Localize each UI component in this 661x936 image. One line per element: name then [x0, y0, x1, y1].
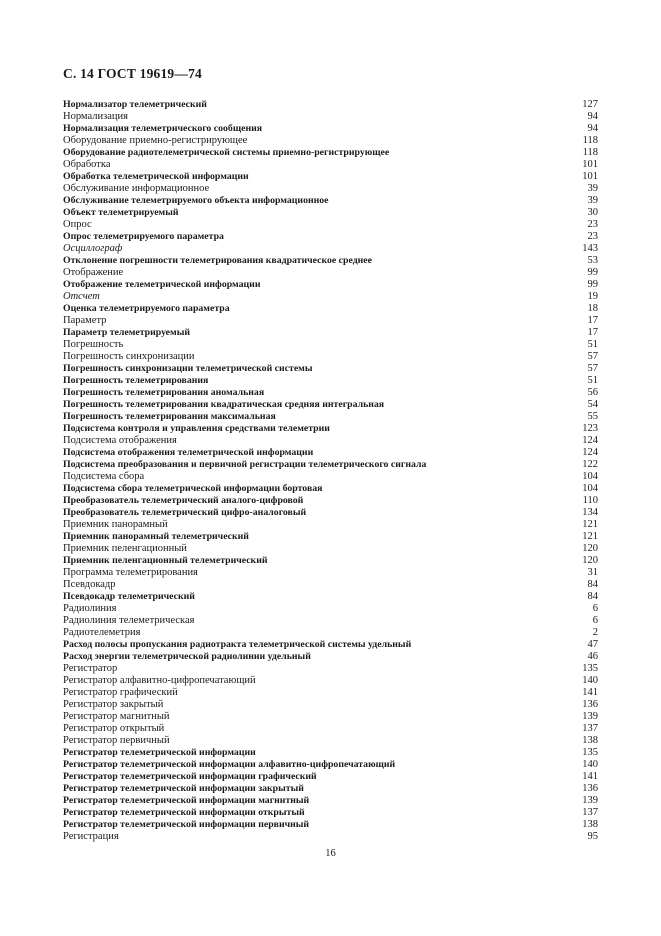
- index-page-ref: 30: [587, 207, 598, 218]
- index-entry: [63, 315, 598, 327]
- index-term: Подсистема преобразования и первичной регистрации телеметрического сигнала: [63, 459, 427, 470]
- index-term: Нормализация: [63, 111, 128, 122]
- index-page-ref: 56: [587, 387, 598, 398]
- index-entry: [63, 411, 598, 423]
- index-entry: [63, 579, 598, 591]
- index-term: Преобразователь телеметрический аналого-цифровой: [63, 495, 304, 506]
- alphabetical-index: [63, 99, 598, 843]
- index-entry: [63, 471, 598, 483]
- index-term: Регистратор открытый: [63, 723, 165, 734]
- index-term: Регистратор алфавитно-цифропечатающий: [63, 675, 256, 686]
- index-page-ref: 120: [582, 555, 598, 566]
- page-header: С. 14 ГОСТ 19619—74: [63, 66, 202, 81]
- index-entry: [63, 807, 598, 819]
- index-term: Регистратор телеметрической информации алфавитно-цифропечатающий: [63, 759, 396, 770]
- index-term: Регистратор: [63, 663, 118, 674]
- index-term: Радиолиния: [63, 603, 117, 614]
- index-entry: [63, 363, 598, 375]
- index-entry: [63, 591, 598, 603]
- index-page-ref: 121: [582, 519, 598, 530]
- index-term: Приемник пеленгационный: [63, 543, 187, 554]
- index-term: Объект телеметрируемый: [63, 207, 179, 218]
- index-term: Подсистема сбора телеметрической информации бортовая: [63, 483, 323, 494]
- index-entry: [63, 267, 598, 279]
- index-page-ref: 17: [587, 327, 598, 338]
- index-entry: [63, 483, 598, 495]
- index-entry: [63, 519, 598, 531]
- index-page-ref: 18: [587, 303, 598, 314]
- index-page-ref: 137: [582, 807, 598, 818]
- index-term: Преобразователь телеметрический цифро-аналоговый: [63, 507, 307, 518]
- index-entry: [63, 255, 598, 267]
- index-term: Погрешность телеметрирования аномальная: [63, 387, 265, 398]
- index-entry: [63, 699, 598, 711]
- index-term: Опрос: [63, 219, 92, 230]
- index-page-ref: 140: [582, 759, 598, 770]
- index-entry: [63, 231, 598, 243]
- index-page-ref: 95: [587, 831, 598, 842]
- index-page-ref: 23: [587, 231, 598, 242]
- index-entry: [63, 99, 598, 111]
- index-page-ref: 124: [582, 447, 598, 458]
- index-page-ref: 39: [587, 195, 598, 206]
- index-entry: [63, 819, 598, 831]
- index-page-ref: 19: [587, 291, 598, 302]
- index-entry: [63, 447, 598, 459]
- index-entry: [63, 375, 598, 387]
- index-entry: [63, 831, 598, 843]
- index-term: Расход энергии телеметрической радиолинии удельный: [63, 651, 311, 662]
- index-term: Радиотелеметрия: [63, 627, 141, 638]
- index-entry: [63, 183, 598, 195]
- index-entry: [63, 747, 598, 759]
- index-page-ref: 47: [587, 639, 598, 650]
- index-entry: [63, 723, 598, 735]
- index-page-ref: 139: [582, 711, 598, 722]
- index-term: Отображение: [63, 267, 124, 278]
- index-term: Подсистема контроля и управления средствами телеметрии: [63, 423, 330, 434]
- index-entry: [63, 459, 598, 471]
- index-entry: [63, 531, 598, 543]
- index-term: Регистратор магнитный: [63, 711, 170, 722]
- index-term: Регистратор телеметрической информации: [63, 747, 256, 758]
- index-entry: [63, 663, 598, 675]
- index-entry: [63, 735, 598, 747]
- index-entry: [63, 159, 598, 171]
- index-term: Параметр телеметрируемый: [63, 327, 191, 338]
- index-entry: [63, 339, 598, 351]
- page-number: 16: [325, 848, 336, 859]
- index-page-ref: 120: [582, 543, 598, 554]
- index-page-ref: 124: [582, 435, 598, 446]
- index-entry: [63, 423, 598, 435]
- index-term: Радиолиния телеметрическая: [63, 615, 195, 626]
- index-term: Регистратор графический: [63, 687, 178, 698]
- index-page-ref: 134: [582, 507, 598, 518]
- index-entry: [63, 291, 598, 303]
- index-page-ref: 23: [587, 219, 598, 230]
- index-term: Подсистема отображения телеметрической информации: [63, 447, 314, 458]
- index-term: Подсистема сбора: [63, 471, 145, 482]
- index-term: Оборудование радиотелеметрической системы приемно-регистрирующее: [63, 147, 390, 158]
- index-page-ref: 6: [592, 603, 598, 614]
- index-entry: [63, 351, 598, 363]
- index-term: Оценка телеметрируемого параметра: [63, 303, 230, 314]
- index-page-ref: 17: [587, 315, 598, 326]
- index-page-ref: 55: [587, 411, 598, 422]
- index-term: Приемник панорамный: [63, 519, 168, 530]
- index-entry: [63, 639, 598, 651]
- index-entry: [63, 243, 598, 255]
- index-term: Погрешность телеметрирования максимальная: [63, 411, 276, 422]
- index-page-ref: 136: [582, 699, 598, 710]
- index-term: Обработка телеметрической информации: [63, 171, 249, 182]
- index-page-ref: 135: [582, 663, 598, 674]
- index-page-ref: 138: [582, 819, 598, 830]
- index-term: Опрос телеметрируемого параметра: [63, 231, 224, 242]
- index-entry: [63, 207, 598, 219]
- index-term: Регистратор закрытый: [63, 699, 164, 710]
- index-term: Погрешность синхронизации: [63, 351, 195, 362]
- index-term: Оборудование приемно-регистрирующее: [63, 135, 248, 146]
- index-page-ref: 6: [592, 615, 598, 626]
- index-page-ref: 51: [587, 339, 598, 350]
- index-term: Погрешность: [63, 339, 124, 350]
- index-entry: [63, 171, 598, 183]
- index-page-ref: 127: [582, 99, 598, 110]
- index-page-ref: 141: [582, 771, 598, 782]
- index-term: Псевдокадр телеметрический: [63, 591, 195, 602]
- index-entry: [63, 111, 598, 123]
- index-term: Погрешность синхронизации телеметрической системы: [63, 363, 313, 374]
- index-entry: [63, 795, 598, 807]
- index-term: Расход полосы пропускания радиотракта телеметрической системы удельный: [63, 639, 412, 650]
- index-entry: [63, 711, 598, 723]
- index-page-ref: 101: [582, 171, 598, 182]
- index-term: Регистратор телеметрической информации открытый: [63, 807, 305, 818]
- index-entry: [63, 435, 598, 447]
- index-term: Обработка: [63, 159, 111, 170]
- index-page-ref: 53: [587, 255, 598, 266]
- index-page-ref: 39: [587, 183, 598, 194]
- index-entry: [63, 543, 598, 555]
- index-entry: [63, 783, 598, 795]
- index-term: Псевдокадр: [63, 579, 116, 590]
- index-entry: [63, 327, 598, 339]
- index-entry: [63, 555, 598, 567]
- index-term: Регистрация: [63, 831, 119, 842]
- index-term: Регистратор телеметрической информации первичный: [63, 819, 310, 830]
- index-page-ref: 101: [582, 159, 598, 170]
- index-entry: [63, 387, 598, 399]
- index-entry: [63, 279, 598, 291]
- index-term: Регистратор телеметрической информации магнитный: [63, 795, 310, 806]
- index-term: Нормализация телеметрического сообщения: [63, 123, 263, 134]
- index-page-ref: 104: [582, 483, 598, 494]
- index-term: Отклонение погрешности телеметрирования квадратическое среднее: [63, 255, 372, 266]
- index-term: Отображение телеметрической информации: [63, 279, 261, 290]
- index-entry: [63, 195, 598, 207]
- index-entry: [63, 651, 598, 663]
- index-page-ref: 31: [587, 567, 598, 578]
- index-entry: [63, 507, 598, 519]
- index-entry: [63, 687, 598, 699]
- index-page-ref: 140: [582, 675, 598, 686]
- index-page-ref: 57: [587, 351, 598, 362]
- index-term: Погрешность телеметрирования: [63, 375, 209, 386]
- index-page-ref: 54: [587, 399, 598, 410]
- index-page-ref: 118: [582, 147, 598, 158]
- index-page-ref: 2: [592, 627, 598, 638]
- index-page-ref: 121: [582, 531, 598, 542]
- index-page-ref: 84: [587, 579, 598, 590]
- index-entry: [63, 495, 598, 507]
- index-entry: [63, 135, 598, 147]
- index-page-ref: 136: [582, 783, 598, 794]
- index-term: Осциллограф: [63, 243, 123, 254]
- index-page-ref: 94: [587, 123, 598, 134]
- index-entry: [63, 615, 598, 627]
- index-entry: [63, 771, 598, 783]
- index-page-ref: 139: [582, 795, 598, 806]
- index-page-ref: 122: [582, 459, 598, 470]
- index-page-ref: 138: [582, 735, 598, 746]
- index-term: Подсистема отображения: [63, 435, 177, 446]
- index-entry: [63, 759, 598, 771]
- index-entry: [63, 219, 598, 231]
- index-entry: [63, 603, 598, 615]
- index-term: Регистратор первичный: [63, 735, 170, 746]
- index-page-ref: 99: [587, 267, 598, 278]
- index-page-ref: 143: [582, 243, 598, 254]
- index-term: Параметр: [63, 315, 107, 326]
- index-page-ref: 84: [587, 591, 598, 602]
- index-page-ref: 123: [582, 423, 598, 434]
- index-term: Приемник пеленгационный телеметрический: [63, 555, 268, 566]
- index-page-ref: 137: [582, 723, 598, 734]
- index-term: Регистратор телеметрической информации графический: [63, 771, 317, 782]
- index-page-ref: 110: [582, 495, 598, 506]
- index-entry: [63, 147, 598, 159]
- index-entry: [63, 303, 598, 315]
- index-term: Приемник панорамный телеметрический: [63, 531, 249, 542]
- index-page-ref: 118: [582, 135, 598, 146]
- index-term: Обслуживание информационное: [63, 183, 210, 194]
- index-page-ref: 94: [587, 111, 598, 122]
- index-term: Регистратор телеметрической информации закрытый: [63, 783, 304, 794]
- index-entry: [63, 123, 598, 135]
- index-term: Отсчет: [63, 291, 100, 302]
- index-page-ref: 99: [587, 279, 598, 290]
- index-entry: [63, 675, 598, 687]
- index-term: Обслуживание телеметрируемого объекта информационное: [63, 195, 329, 206]
- index-page-ref: 46: [587, 651, 598, 662]
- index-entry: [63, 399, 598, 411]
- index-page-ref: 51: [587, 375, 598, 386]
- index-entry: [63, 567, 598, 579]
- index-page-ref: 135: [582, 747, 598, 758]
- index-term: Нормализатор телеметрический: [63, 99, 207, 110]
- index-entry: [63, 627, 598, 639]
- index-page-ref: 57: [587, 363, 598, 374]
- index-term: Погрешность телеметрирования квадратическая средняя интегральная: [63, 399, 385, 410]
- index-page-ref: 104: [582, 471, 598, 482]
- index-page-ref: 141: [582, 687, 598, 698]
- index-term: Программа телеметрирования: [63, 567, 198, 578]
